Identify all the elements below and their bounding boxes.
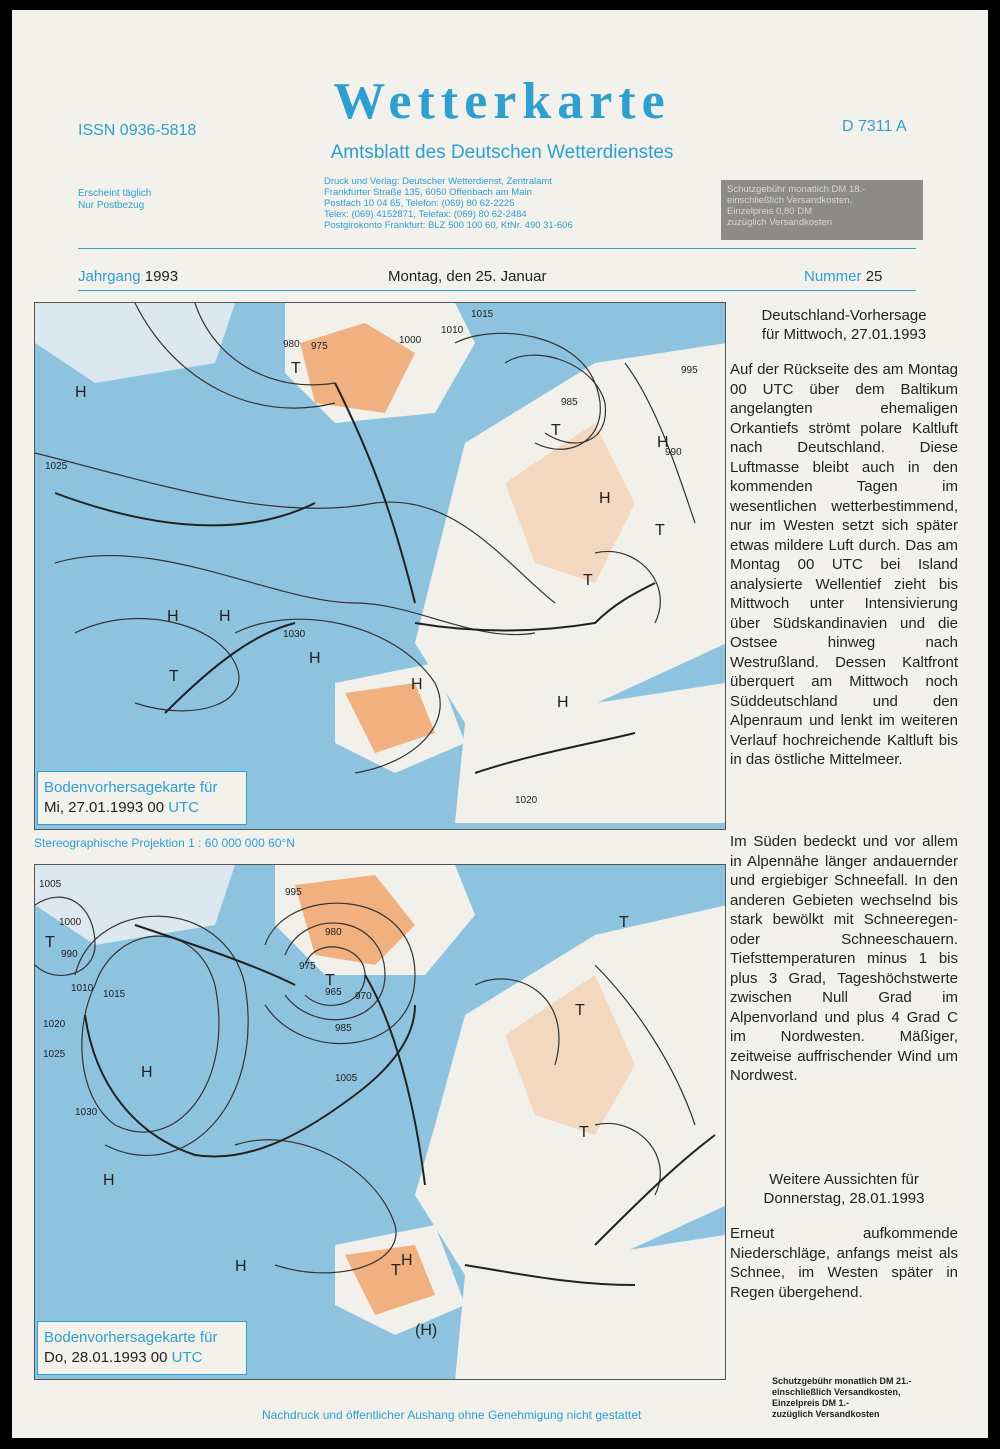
newsletter-page bbox=[12, 10, 988, 1438]
jahrgang: Jahrgang 1993 bbox=[78, 268, 179, 285]
high-center: H bbox=[411, 676, 423, 693]
divider-top bbox=[78, 248, 916, 249]
svg-text:985: 985 bbox=[335, 1023, 352, 1034]
fee-box-overprinted: Schutzgebühr monatlich DM 18.- einschließlich Versandkosten, Einzelpreis 0,80 DM zuzüglich Versandkosten bbox=[721, 180, 923, 240]
svg-text:1030: 1030 bbox=[75, 1107, 98, 1118]
high-center: H bbox=[75, 384, 87, 401]
low-center: T bbox=[325, 972, 335, 989]
svg-text:995: 995 bbox=[681, 365, 698, 376]
svg-text:965: 965 bbox=[325, 987, 342, 998]
svg-text:1015: 1015 bbox=[103, 989, 126, 1000]
svg-text:1000: 1000 bbox=[399, 335, 422, 346]
forecast-paragraph-2: Im Süden bedeckt und vor allem in Alpennähe länger andauernder und ergiebiger Schneefall. In den anderen Gebieten wechselnd bis stark bewölkt mit Schneeregen- oder Schneeschauern. Tiefsttemperaturen minus 1 bis plus 3 Grad, Tageshöchstwerte zwischen Null Grad im Alpenvorland und plus 4 Grad C im Nordwesten. Mäßiger, zeitweise auffrischender Wind um Nordwest. bbox=[730, 833, 958, 1084]
svg-text:990: 990 bbox=[61, 949, 78, 960]
high-center: H bbox=[657, 434, 669, 451]
low-center: T bbox=[619, 914, 629, 931]
svg-text:1010: 1010 bbox=[441, 325, 464, 336]
map-1-svg bbox=[35, 303, 726, 830]
low-center: T bbox=[391, 1262, 401, 1279]
high-center: H bbox=[401, 1252, 413, 1269]
forecast-map-thursday bbox=[34, 864, 726, 1380]
low-center: T bbox=[291, 360, 301, 377]
postal-code: D 7311 A bbox=[842, 118, 907, 135]
imprint: Druck und Verlag: Deutscher Wetterdienst, Zentralamt Frankfurter Straße 135, 6050 Offenbach am Main Postfach 10 04 65, Telefon: (069) 80 62-2225 Telex: (069) 4152871, Telefax: (069) 80 62-2484 Postgirokonto Frankfurt: BLZ 500 100 60, KtNr. 490 31-606 bbox=[324, 176, 573, 231]
projection-note: Stereographische Projektion 1 : 60 000 000 60°N bbox=[34, 836, 295, 850]
map-1-label: Bodenvorhersagekarte für Mi, 27.01.1993 00 UTC bbox=[37, 771, 247, 825]
issue-number: Nummer 25 bbox=[804, 268, 883, 285]
copyright-footer: Nachdruck und öffentlicher Aushang ohne Genehmigung nicht gestattet bbox=[262, 1408, 642, 1422]
svg-text:1005: 1005 bbox=[335, 1073, 358, 1084]
page-title: Wetterkarte bbox=[333, 73, 671, 130]
svg-text:1020: 1020 bbox=[515, 795, 538, 806]
svg-text:1010: 1010 bbox=[71, 983, 94, 994]
svg-text:975: 975 bbox=[311, 341, 328, 352]
map-2-svg bbox=[35, 865, 726, 1380]
svg-text:1020: 1020 bbox=[43, 1019, 66, 1030]
map-2-label: Bodenvorhersagekarte für Do, 28.01.1993 00 UTC bbox=[37, 1321, 247, 1375]
svg-text:1005: 1005 bbox=[39, 879, 62, 890]
high-center: H bbox=[557, 694, 569, 711]
svg-text:1030: 1030 bbox=[283, 629, 306, 640]
svg-text:1025: 1025 bbox=[45, 461, 68, 472]
high-center: H bbox=[599, 490, 611, 507]
land-canada bbox=[35, 303, 235, 383]
divider-bottom bbox=[78, 290, 916, 291]
subtitle: Amtsblatt des Deutschen Wetterdienstes bbox=[330, 142, 674, 163]
forecast-heading: Deutschland-Vorhersage für Mittwoch, 27.01.1993 bbox=[761, 307, 927, 343]
low-center: T bbox=[575, 1002, 585, 1019]
outlook-heading: Weitere Aussichten für Donnerstag, 28.01.1993 bbox=[763, 1171, 925, 1207]
high-center: (H) bbox=[415, 1322, 438, 1339]
low-center: T bbox=[579, 1124, 589, 1141]
issue-date: Montag, den 25. Januar bbox=[388, 268, 547, 285]
high-center: H bbox=[167, 608, 179, 625]
issn: ISSN 0936-5818 bbox=[78, 122, 197, 139]
low-center: T bbox=[169, 668, 179, 685]
svg-text:1015: 1015 bbox=[471, 309, 494, 320]
svg-text:1025: 1025 bbox=[43, 1049, 66, 1060]
forecast-paragraph-1: Auf der Rückseite des am Montag 00 UTC über dem Baltikum angelangten ehemaligen Orkantiefs strömt polare Kaltluft nach Deutschland. Diese Luftmasse bleibt auch in den kommenden Tagen im wesentlichen wetterbestimmend, nur im Westen setzt sich später etwas mildere Luft durch. Das am Montag 00 UTC bei Island analysierte Wellentief zieht bis Mittwoch unter Intensivierung über Südskandinavien und die Ostsee hinweg nach Westrußland. Dessen Kaltfront überquert am Mittwoch noch Süddeutschland und den Alpenraum und lenkt im weiteren Verlauf hochreichende Kaltluft bis in das östliche Mittelmeer. bbox=[730, 361, 958, 768]
high-center: H bbox=[103, 1172, 115, 1189]
high-center: H bbox=[309, 650, 321, 667]
high-center: H bbox=[235, 1258, 247, 1275]
svg-text:975: 975 bbox=[299, 961, 316, 972]
svg-text:1000: 1000 bbox=[59, 917, 82, 928]
svg-text:985: 985 bbox=[561, 397, 578, 408]
svg-text:990: 990 bbox=[665, 447, 682, 458]
fee-footnote: Schutzgebühr monatlich DM 21.- einschließlich Versandkosten, Einzelpreis DM 1.- zuzüglich Versandkosten bbox=[772, 1376, 912, 1419]
land-canada bbox=[35, 865, 235, 945]
forecast-map-wednesday bbox=[34, 302, 726, 830]
low-center: T bbox=[45, 934, 55, 951]
high-center: H bbox=[141, 1064, 153, 1081]
high-center: H bbox=[219, 608, 231, 625]
publication-note: Erscheint täglich Nur Postbezug bbox=[78, 188, 152, 211]
low-center: T bbox=[551, 422, 561, 439]
svg-text:980: 980 bbox=[283, 339, 300, 350]
outlook-paragraph: Erneut aufkommende Niederschläge, anfangs meist als Schnee, im Westen später in Regen übergehend. bbox=[730, 1225, 958, 1301]
low-center: T bbox=[655, 522, 665, 539]
svg-text:970: 970 bbox=[355, 991, 372, 1002]
svg-text:995: 995 bbox=[285, 887, 302, 898]
svg-text:980: 980 bbox=[325, 927, 342, 938]
low-center: T bbox=[583, 572, 593, 589]
